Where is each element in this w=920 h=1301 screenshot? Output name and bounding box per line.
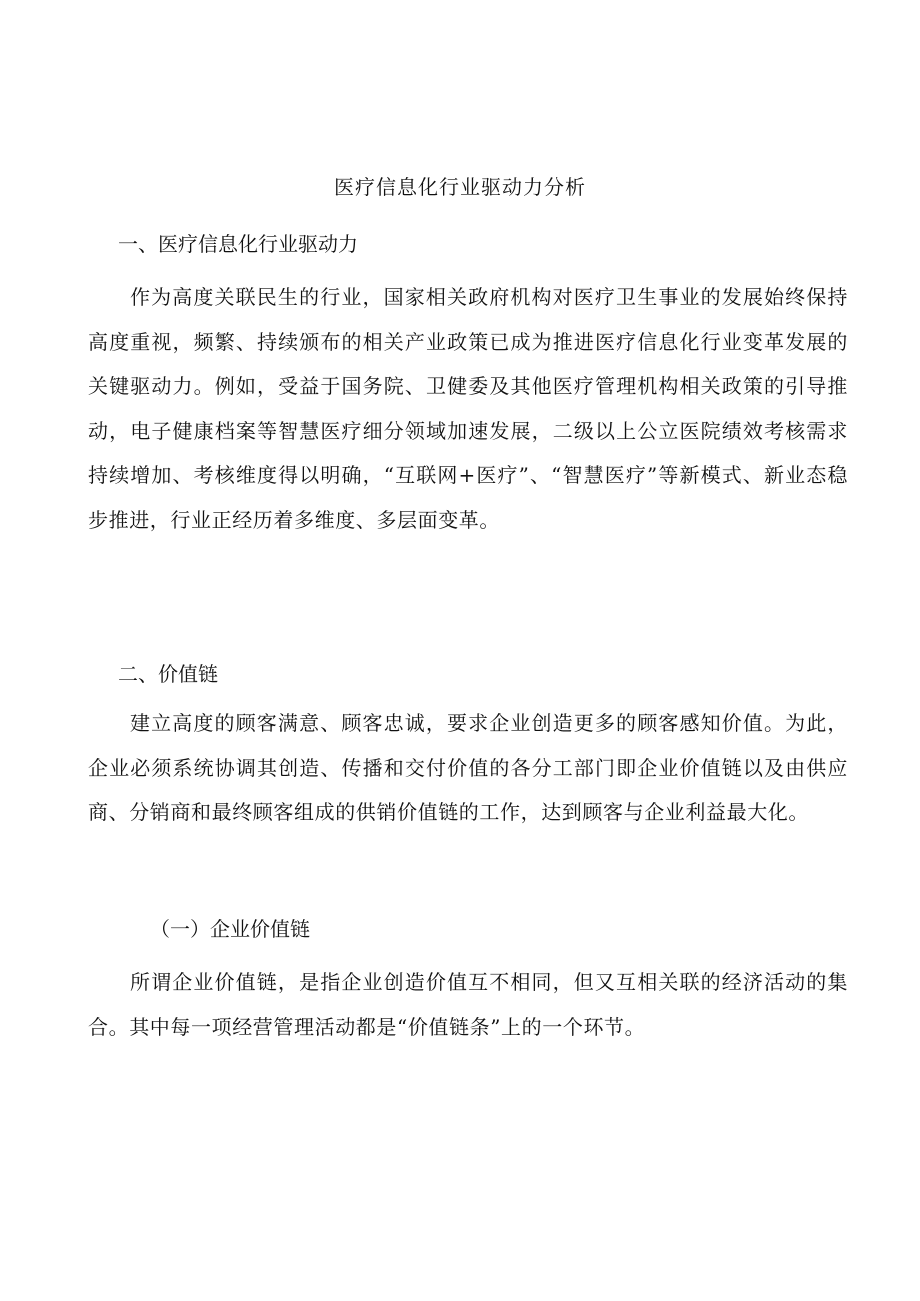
paragraph-drivers: 作为高度关联民生的行业，国家相关政府机构对医疗卫生事业的发展始终保持高度重视，频繁、持续颁布的相关产业政策已成为推进医疗信息化行业变革发展的关键驱动力。例如，受益于国务院、卫健委及其他医疗管理机构相关政策的引导推动，电子健康档案等智慧医疗细分领域加速发展，二级以上公立医院绩效考核需求持续增加、考核维度得以明确，“互联网+医疗”、“智慧医疗”等新模式、新业态稳步推进，行业正经历着多维度、多层面变革。: [88, 285, 848, 532]
section-heading-drivers: 一、医疗信息化行业驱动力: [118, 232, 358, 256]
document-title: 医疗信息化行业驱动力分析: [334, 175, 586, 199]
subsection-heading-enterprise-value-chain: （一）企业价值链: [150, 917, 310, 941]
paragraph-enterprise-value-chain: 所谓企业价值链，是指企业创造价值互不相同，但又互相关联的经济活动的集合。其中每一项经营管理活动都是“价值链条”上的一个环节。: [88, 970, 848, 1039]
paragraph-value-chain: 建立高度的顾客满意、顾客忠诚，要求企业创造更多的顾客感知价值。为此，企业必须系统协调其创造、传播和交付价值的各分工部门即企业价值链以及由供应商、分销商和最终顾客组成的供销价值链的工作，达到顾客与企业利益最大化。: [88, 711, 848, 825]
section-heading-value-chain: 二、价值链: [118, 662, 218, 686]
